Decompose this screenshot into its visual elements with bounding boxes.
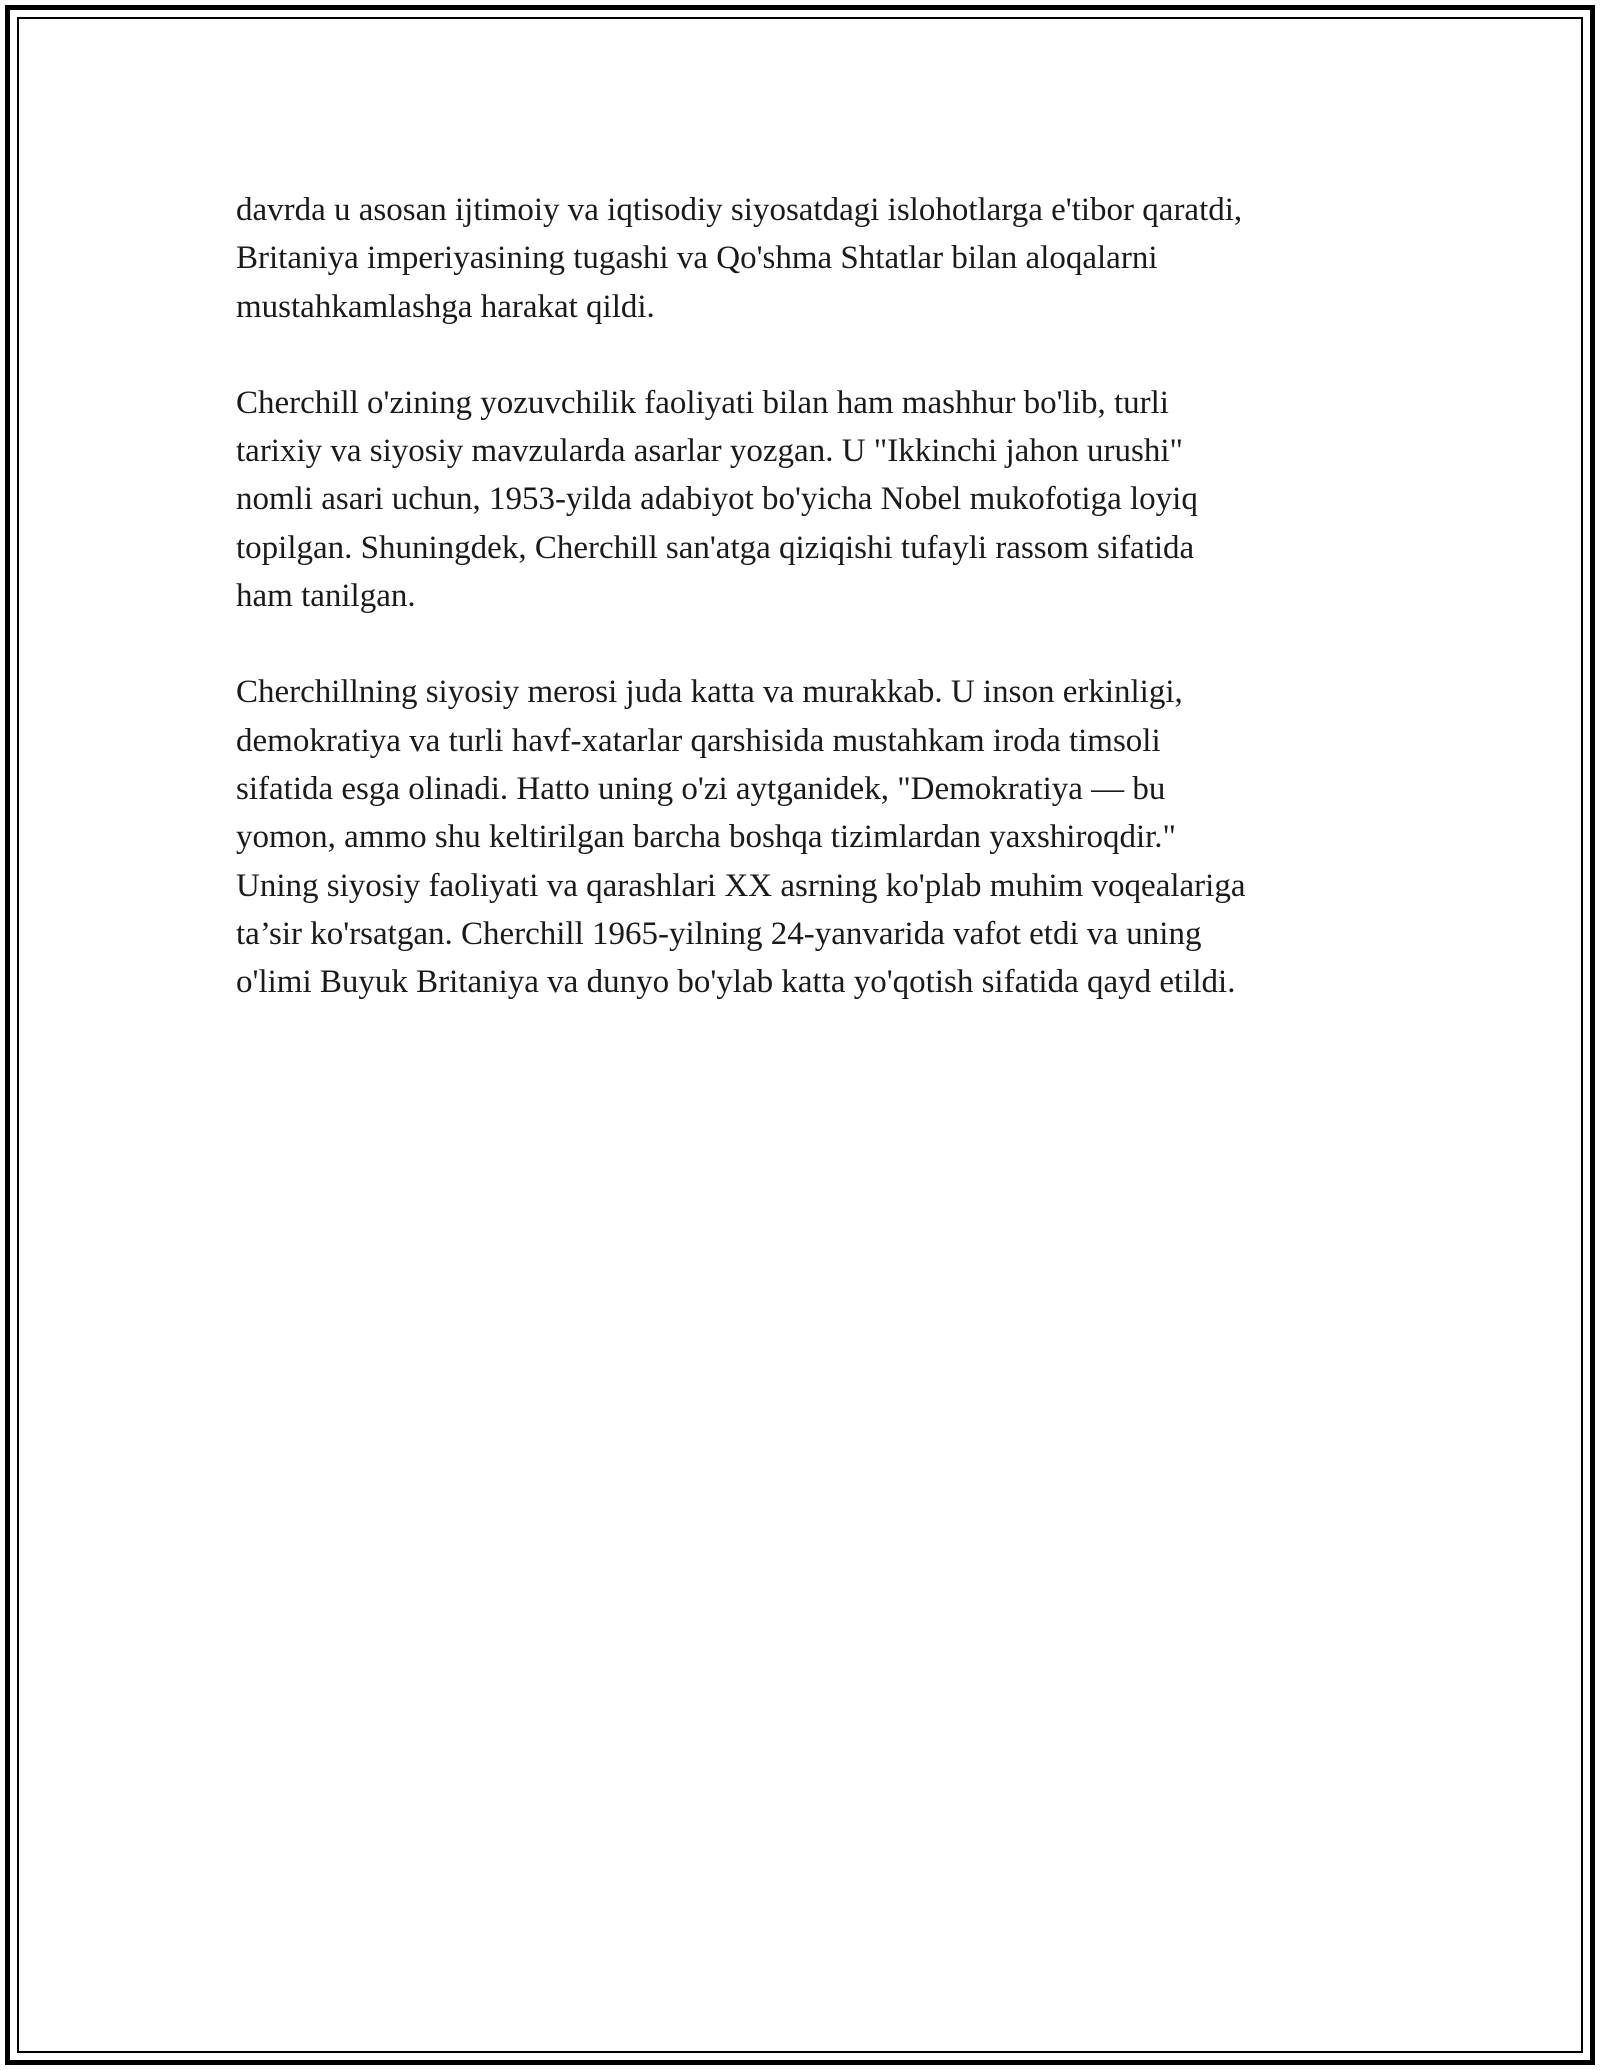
text-line: Uning siyosiy faoliyati va qarashlari XX asrning ko'plab muhim voqealariga (236, 867, 1246, 904)
text-line: davrda u asosan ijtimoiy va iqtisodiy siyosatdagi islohotlarga e'tibor qaratdi, (236, 192, 1243, 228)
paragraph-2 (236, 379, 1376, 620)
text-line: Cherchill o'zining yozuvchilik faoliyati bilan ham mashhur bo'lib, turli (236, 384, 1169, 421)
document-body (236, 186, 1376, 1054)
text-line: ta’sir ko'rsatgan. Cherchill 1965-yilning 24-yanvarida vafot etdi va uning (236, 915, 1202, 952)
text-line: Britaniya imperiyasining tugashi va Qo'shma Shtatlar bilan aloqalarni (236, 240, 1158, 277)
text-line: demokratiya va turli havf-xatarlar qarshisida mustahkam iroda timsoli (236, 722, 1161, 759)
paragraph-3 (236, 668, 1376, 1006)
text-line: o'limi Buyuk Britaniya va dunyo bo'ylab katta yo'qotish sifatida qayd etildi. (236, 964, 1236, 1001)
paragraph-1 (236, 186, 1376, 331)
text-line: tarixiy va siyosiy mavzularda asarlar yozgan. U "Ikkinchi jahon urushi" (236, 433, 1184, 470)
text-line: mustahkamlashga harakat qildi. (236, 288, 655, 325)
text-line: topilgan. Shuningdek, Cherchill san'atga qiziqishi tufayli rassom sifatida (236, 529, 1195, 566)
text-line: sifatida esga olinadi. Hatto uning o'zi aytganidek, "Demokratiya — bu (236, 770, 1166, 807)
text-line: Cherchillning siyosiy merosi juda katta va murakkab. U inson erkinligi, (236, 674, 1183, 711)
text-line: nomli asari uchun, 1953-yilda adabiyot bo'yicha Nobel mukofotiga loyiq (236, 481, 1198, 518)
text-line: yomon, ammo shu keltirilgan barcha boshqa tizimlardan yaxshiroqdir." (236, 819, 1177, 856)
text-line: ham tanilgan. (236, 578, 416, 615)
